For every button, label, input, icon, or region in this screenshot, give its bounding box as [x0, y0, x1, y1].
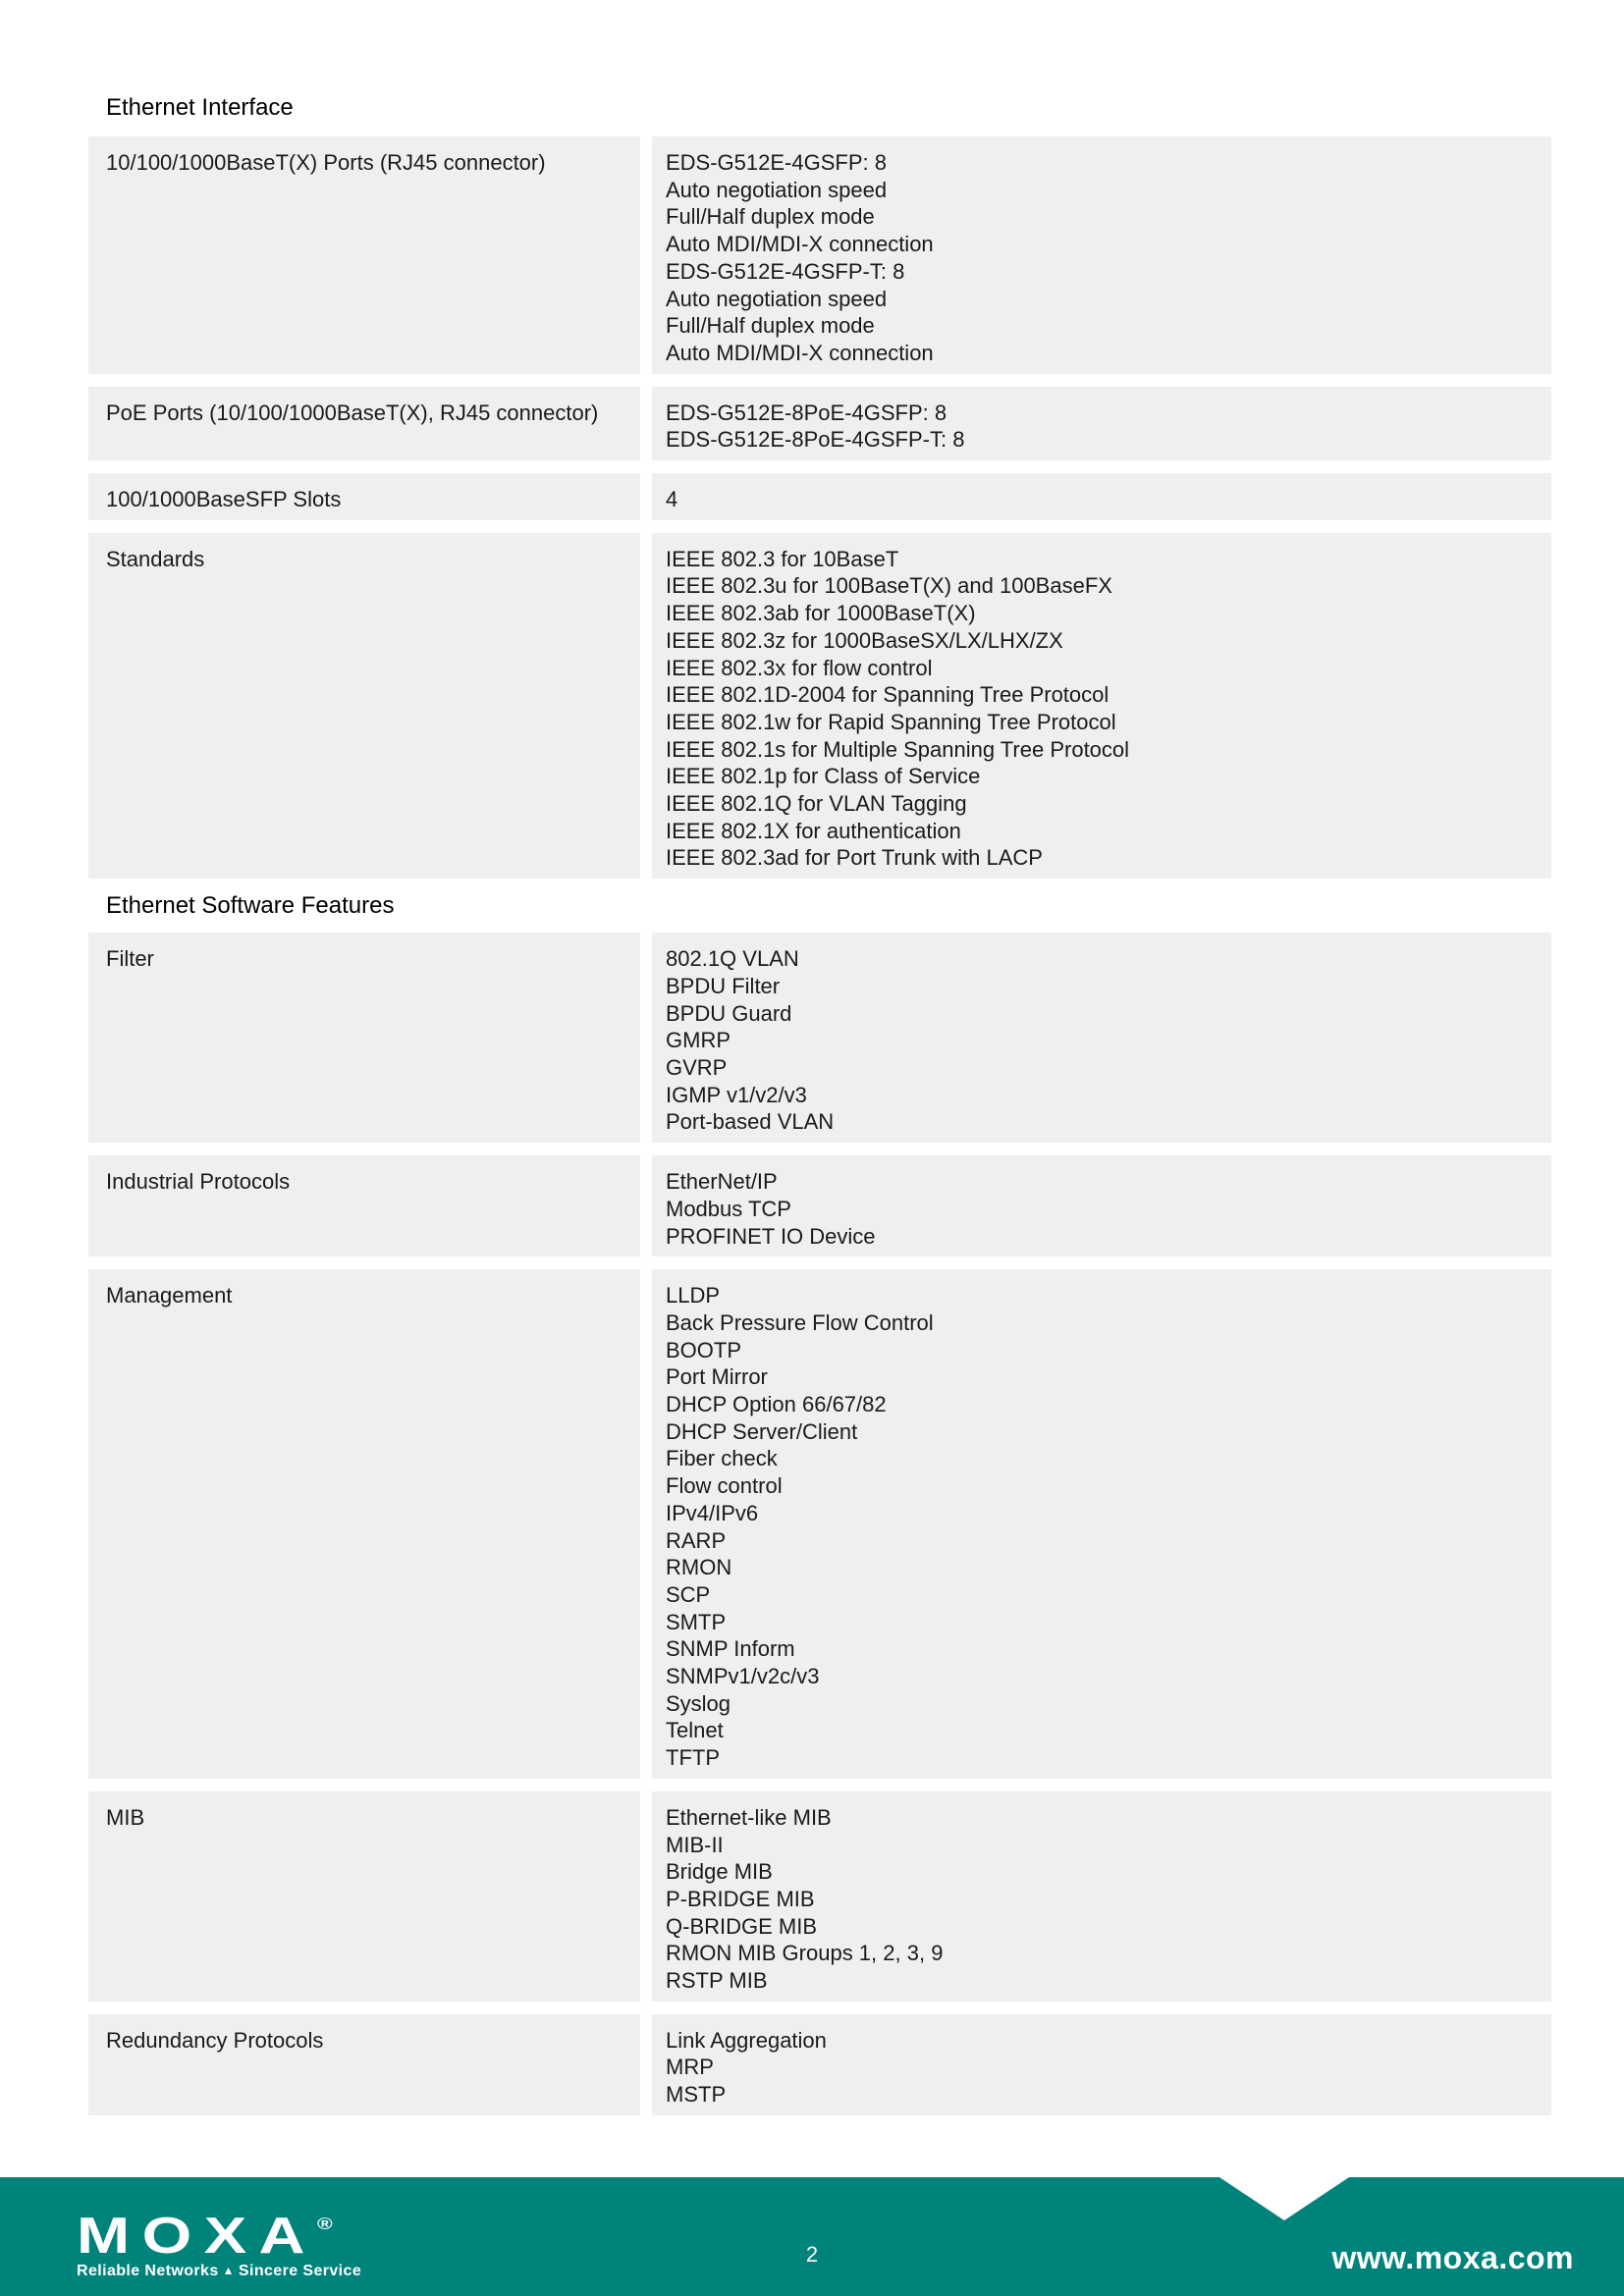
spec-value-line: IEEE 802.1w for Rapid Spanning Tree Protocol: [666, 709, 1116, 734]
spec-value-line: DHCP Server/Client: [666, 1418, 858, 1444]
spec-value-line: 4: [666, 487, 678, 512]
spec-value-line: IEEE 802.1X for authentication: [666, 818, 961, 843]
spec-value-line: SNMP Inform: [666, 1636, 795, 1662]
spec-value-line: Q-BRIDGE MIB: [666, 1913, 818, 1939]
spec-label: 10/100/1000BaseT(X) Ports (RJ45 connector): [88, 136, 640, 374]
spec-value-line: Bridge MIB: [666, 1859, 773, 1885]
spec-label: Industrial Protocols: [88, 1155, 640, 1256]
spec-value-line: PROFINET IO Device: [666, 1223, 876, 1249]
spec-value-line: Auto MDI/MDI-X connection: [666, 340, 934, 365]
footer-notch-triangle-icon: [1219, 2177, 1349, 2220]
spec-values: [652, 136, 1551, 374]
spec-label: Standards: [88, 533, 640, 879]
spec-row: [88, 2014, 1551, 2115]
spec-value-line: Fiber check: [666, 1446, 778, 1471]
spec-value-line: IEEE 802.3u for 100BaseT(X) and 100BaseFX: [666, 573, 1112, 599]
footer: [0, 2177, 1624, 2296]
spec-value-line: MIB-II: [666, 1832, 724, 1857]
spec-value-line: P-BRIDGE MIB: [666, 1886, 815, 1911]
page-number: 2: [805, 2242, 819, 2267]
section-title: Ethernet Interface: [106, 94, 294, 121]
spec-value-line: RMON MIB Groups 1, 2, 3, 9: [666, 1941, 944, 1966]
spec-value-line: TFTP: [666, 1745, 720, 1771]
spec-values: [652, 933, 1551, 1143]
spec-values: [652, 533, 1551, 879]
spec-value-line: MSTP: [666, 2082, 727, 2108]
spec-value-line: Port-based VLAN: [666, 1109, 835, 1135]
triangle-icon: ▲: [222, 2264, 235, 2277]
spec-value-line: SMTP: [666, 1609, 727, 1634]
spec-row: [88, 387, 1551, 460]
spec-value-line: SCP: [666, 1581, 711, 1607]
spec-value-line: Auto MDI/MDI-X connection: [666, 232, 934, 257]
spec-row: [88, 136, 1551, 374]
spec-value-line: Auto negotiation speed: [666, 286, 888, 311]
spec-value-line: Ethernet-like MIB: [666, 1804, 832, 1830]
spec-value-line: 802.1Q VLAN: [666, 946, 799, 972]
spec-value-line: Telnet: [666, 1718, 724, 1743]
spec-values: [652, 2014, 1551, 2115]
spec-row: [88, 473, 1551, 520]
spec-value-line: EDS-G512E-8PoE-4GSFP: 8: [666, 400, 947, 425]
spec-value-line: IGMP v1/v2/v3: [666, 1082, 807, 1107]
spec-label: Management: [88, 1269, 640, 1779]
spec-label: Filter: [88, 933, 640, 1143]
spec-value-line: RSTP MIB: [666, 1968, 768, 1994]
spec-row: [88, 1791, 1551, 2002]
spec-value-line: SNMPv1/v2c/v3: [666, 1664, 820, 1689]
spec-value-line: IEEE 802.1D-2004 for Spanning Tree Protocol: [666, 682, 1110, 708]
spec-value-line: IEEE 802.1s for Multiple Spanning Tree Protocol: [666, 736, 1130, 762]
spec-label: PoE Ports (10/100/1000BaseT(X), RJ45 connector): [88, 387, 640, 460]
spec-value-line: Port Mirror: [666, 1364, 768, 1390]
spec-values: [652, 1269, 1551, 1779]
spec-value-line: Full/Half duplex mode: [666, 313, 875, 339]
spec-row: [88, 933, 1551, 1143]
spec-values: [652, 473, 1551, 520]
spec-row: [88, 1269, 1551, 1779]
spec-values: [652, 387, 1551, 460]
spec-value-line: Flow control: [666, 1473, 783, 1499]
registered-mark-icon: ®: [317, 2215, 333, 2233]
logo-text: MOXA: [77, 2208, 317, 2265]
spec-value-line: Full/Half duplex mode: [666, 204, 875, 230]
spec-value-line: IEEE 802.3ad for Port Trunk with LACP: [666, 845, 1043, 871]
spec-value-line: GMRP: [666, 1028, 731, 1053]
spec-value-line: Back Pressure Flow Control: [666, 1309, 934, 1335]
spec-value-line: RARP: [666, 1527, 727, 1553]
spec-value-line: IEEE 802.3ab for 1000BaseT(X): [666, 601, 976, 626]
spec-value-line: BPDU Guard: [666, 1000, 792, 1026]
spec-row: [88, 1155, 1551, 1256]
spec-value-line: Auto negotiation speed: [666, 177, 888, 202]
spec-value-line: Link Aggregation: [666, 2027, 827, 2053]
spec-value-line: IEEE 802.3 for 10BaseT: [666, 546, 899, 571]
spec-value-line: EtherNet/IP: [666, 1169, 778, 1195]
tagline-left: Reliable Networks: [77, 2263, 219, 2279]
spec-value-line: RMON: [666, 1555, 732, 1580]
spec-row: [88, 533, 1551, 879]
spec-value-line: EDS-G512E-8PoE-4GSFP-T: 8: [666, 427, 965, 453]
spec-value-line: IPv4/IPv6: [666, 1500, 759, 1525]
tagline-right: Sincere Service: [238, 2263, 362, 2279]
spec-value-line: LLDP: [666, 1283, 721, 1308]
spec-value-line: MRP: [666, 2055, 714, 2080]
spec-label: MIB: [88, 1791, 640, 2002]
spec-value-line: EDS-G512E-4GSFP-T: 8: [666, 258, 905, 284]
spec-label: Redundancy Protocols: [88, 2014, 640, 2115]
section-title: Ethernet Software Features: [106, 892, 395, 920]
spec-value-line: IEEE 802.1Q for VLAN Tagging: [666, 791, 967, 817]
spec-value-line: EDS-G512E-4GSFP: 8: [666, 150, 887, 175]
spec-values: [652, 1791, 1551, 2002]
spec-value-line: DHCP Option 66/67/82: [666, 1392, 887, 1417]
spec-value-line: Modbus TCP: [666, 1196, 791, 1221]
spec-value-line: IEEE 802.3x for flow control: [666, 655, 933, 680]
content: [88, 93, 1551, 2128]
spec-value-line: GVRP: [666, 1054, 728, 1080]
spec-value-line: BOOTP: [666, 1337, 742, 1362]
spec-values: [652, 1155, 1551, 1256]
spec-value-line: IEEE 802.3z for 1000BaseSX/LX/LHX/ZX: [666, 627, 1063, 653]
spec-value-line: Syslog: [666, 1690, 731, 1716]
spec-value-line: BPDU Filter: [666, 973, 781, 998]
website-link[interactable]: www.moxa.com: [1331, 2240, 1574, 2275]
spec-label: 100/1000BaseSFP Slots: [88, 473, 640, 520]
spec-value-line: IEEE 802.1p for Class of Service: [666, 764, 981, 789]
